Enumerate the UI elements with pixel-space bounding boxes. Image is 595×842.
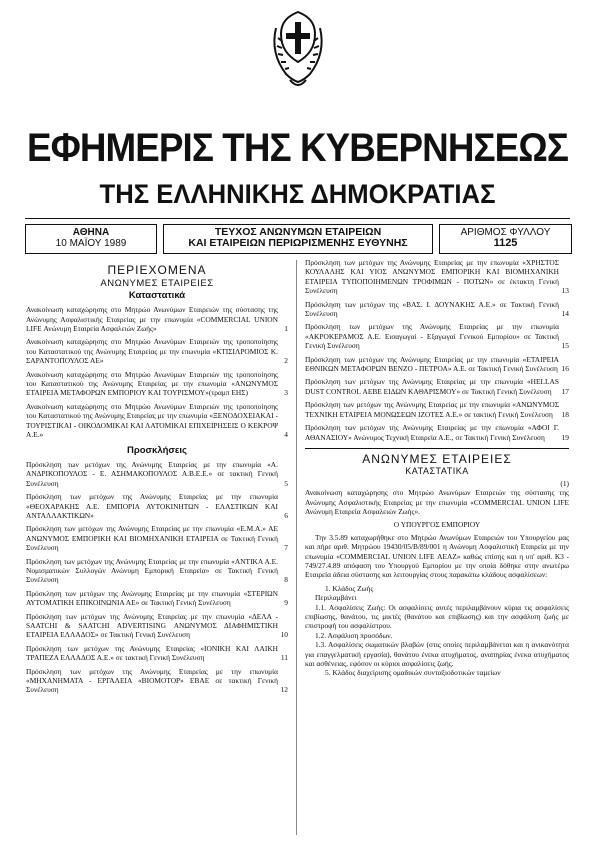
issue-line1: ΤΕΥΧΟΣ ΑΝΩΝΥΜΩΝ ΕΤΑΙΡΕΙΩΝ <box>214 226 382 238</box>
toc-entry-text: Πρόσκληση των μετόχων της Ανώνυμης Εταιρείας με την επωνυμία «Ε.Μ.Α.» ΑΕ ΑΝΩΝΥΜΟΣ ΕΜΠΟΡΙΚΗ ΚΑΙ ΒΙΟΜΗΧΑΝΙΚΗ ΕΤΑΙΡΕΙΑ σε Τακτική Γενική Συνέλευση <box>26 524 278 553</box>
toc-entry-text: Ανακοίνωση καταχώρησης στο Μητρώο Ανωνύμων Εταιρειών της τροποποίησης του Καταστατικού της Ανώνυμης Εταιρείας με την επωνυμία «ΑΝΩΝΥΜΟΣ ΕΤΑΙΡΕΙΑ ΜΕΤΑΦΟΡΩΝ ΕΜΠΟΡΙΟΥ ΚΑΙ ΤΟΥΡΙΣΜΟΥ»(τραμπ ΕΗΣ) <box>26 369 278 398</box>
body-intro: Ανακοίνωση καταχώρησης στο Μητρώο Ανωνύμων Εταιρειών της σύστασης της Ανώνυμης Ασφαλιστικής Εταιρείας με την επωνυμία «COMMERCIAL UNION LIFE Ανώνυμη Εταιρεία Ασφαλειών Ζωής». <box>305 488 569 516</box>
toc-entry-text: Πρόσκληση των μετόχων της Ανώνυμης Εταιρείας με την επωνυμία «ΧΡΗΣΤΟΣ ΚΟΥΛΑΛΗΣ ΚΑΙ ΥΙΟΣ ΑΝΩΝΥΜΟΣ ΕΜΠΟΡΙΚΗ ΚΑΙ ΒΙΟΜΗΧΑΝΙΚΗ ΕΤΑΙΡΕΙΑ ΤΥΠΟΠΟΙΗΜΕΝΩΝ ΤΡΟΦΙΜΩΝ - ΠΟΤΩΝ» σε έκτακτη Γενική Συνέλευση <box>305 258 559 296</box>
right-column <box>305 258 569 678</box>
gazette-subtitle: ΤΗΣ ΕΛΛΗΝΙΚΗΣ ΔΗΜΟΚΡΑΤΙΑΣ <box>99 179 496 209</box>
toc-entry-text: Πρόσκληση των μετόχων της Ανώνυμης Εταιρείας με την επωνυμία «ΕΤΑΙΡΕΙΑ ΕΘΝΙΚΩΝ ΜΕΤΑΦΟΡΩΝ ΒΕΝΖΟ - ΠΕΤΡΟΑ» Α.Ε. σε Τακτική Γενική Συνέλευση <box>305 354 559 374</box>
place-text: ΑΘΗΝΑ <box>72 227 110 238</box>
toc-column <box>26 262 288 699</box>
toc-entry <box>26 557 288 585</box>
toc-list-proskliseis <box>26 460 288 695</box>
body-para1: Την 3.5.89 καταχωρήθηκε στο Μητρώο Ανωνύμων Εταιρειών του Υπουργείου μας και πήρε αριθ. Μητρώου 19430/05/Β/89/001 η Ανώνυμη Ασφαλιστική Εταιρεία με την επωνυμία «COMMERCIAL UNION LIFE ΑΕΑΖ» καθώς επίσης και η υπ' αριθ. Κ3 - 749/27.4.89 απόφαση του Υπουργού Εμπορίου με την οποία δόθηκε στην ανωτέρω Εταιρεία άδεια σύστασης και λειτουργίας στους παρακάτω κλάδους ασφαλίσεων: <box>305 532 569 580</box>
toc-sub2: Προσκλήσεις <box>126 444 187 456</box>
toc-entry-text: Πρόσκληση των μετόχων της Ανώνυμης Εταιρείας με την επωνυμία «ΑΝΤΙΚΑ Α.Ε. Νομισματικών Συλλογών Ανώνυμη Εμπορική Εταιρεία» σε Τακτική Γενική Συνέλευση <box>26 556 278 585</box>
minister-title: Ο ΥΠΟΥΡΓΟΣ ΕΜΠΟΡΙΟΥ <box>393 520 481 530</box>
toc-entry <box>26 589 288 608</box>
toc-entry-page: 11 <box>280 653 288 663</box>
toc-entry-text: Ανακοίνωση καταχώρησης στο Μητρώο Ανωνύμων Εταιρειών της τροποποίησης του Καταστατικού της Ανώνυμης Εταιρείας με την επωνυμία «ΚΤΙΣΙΛΡΟΜΙΟΣ Κ. ΣΑΡΑΝΤΟΠΟΥΛΟΣ ΑΕ» <box>26 337 278 366</box>
toc-entry-page: 6 <box>284 510 288 520</box>
toc-entry-page: 12 <box>280 685 288 695</box>
toc-entry-page: 9 <box>284 598 288 608</box>
toc-entry <box>26 667 288 695</box>
body-line2: Περιλαμβάνει <box>315 593 357 603</box>
toc-entry-page: 2 <box>284 356 288 366</box>
gazette-title: ΕΦΗΜΕΡΙΣ ΤΗΣ ΚΥΒΕΡΝΗΣΕΩΣ <box>26 126 569 170</box>
toc-entry <box>26 305 288 333</box>
toc-entry <box>26 337 288 365</box>
toc-heading: ΠΕΡΙΕΧΟΜΕΝΑ <box>107 263 207 277</box>
issue-line2: ΚΑΙ ΕΤΑΙΡΕΙΩΝ ΠΕΡΙΩΡΙΣΜΕΝΗΣ ΕΥΘΥΝΗΣ <box>188 237 408 249</box>
toc-entry-text: Ανακοίνωση καταχώρησης στο Μητρώο Ανωνύμων Εταιρειών της τροποποίησης του Καταστατικού της Ανώνυμης Εταιρείας με την επωνυμία «ΞΕΝΟΔΟΧΕΙΑΚΑΙ - ΤΟΥΡΙΣΤΙΚΑΙ - ΟΙΚΟΔΟΜΙΚΑΙ ΚΑΙ ΛΑΤΟΜΙΚΑΙ ΕΠΙΧΕΙΡΗΣΕΙΣ Ο ΚΕΚΡΟΨ Α.Ε.» <box>26 401 278 440</box>
toc-entry-text: Πρόσκληση των μετόχων της «ΒΑΣ. Ι. ΔΟΥΝΑΚΗΣ Α.Ε.» σε Τακτική Γενική Συνέλευση <box>305 299 559 319</box>
date-box <box>25 224 157 254</box>
sheet-number: 1125 <box>493 237 518 249</box>
body-line1: 1. Κλάδος Ζωής <box>325 583 374 593</box>
toc-entry-text: Πρόσκληση των μετόχων της Ανώνυμης Εταιρείας με την επωνυμία «HELLAS DUST CONTROL ΑΕΒΕ ΕΙΔΩΝ ΚΑΘΑΡΙΣΜΟΥ» σε Τακτική Γενική Συνέλευση <box>305 377 559 396</box>
toc-entry-text: Πρόσκληση των μετόχων της Ανώνυμης Εταιρείας «ΙΟΝΙΚΗ ΚΑΙ ΛΑΙΚΗ ΤΡΑΠΕΖΑ ΕΛΛΑΔΟΣ Α.Ε.» σε τακτική Γενική Συνέλευση <box>26 643 278 663</box>
toc-entry <box>26 644 288 663</box>
body-line5: 1.3. Ασφαλίσεις σωματικών βλαβών (στις οποίες περιλαμβάνεται και η ανικανότητα για επαγγελματική εργασία), θανάτου ένεκα ατυχήματος, αναπηρίας ένεκα ατυχήματος και ασθένειας, εφόσον οι κύριοι ασφαλίσεις ζωής. <box>305 640 569 669</box>
toc-entry-page: 4 <box>284 430 288 440</box>
toc-entry <box>26 612 288 640</box>
toc-entry-page: 18 <box>561 409 569 419</box>
toc-section: ΑΝΩΝΥΜΕΣ ΕΤΑΙΡΕΙΕΣ <box>100 278 214 290</box>
toc-entry-text: Πρόσκληση των μετόχων της Ανώνυμης Εταιρείας με την επωνυμία «ΑΚΡΟΚΕΡΑΜΟΣ Α.Ε. Εισαγωγαί - Εξαγωγαί Γενικού Εμπορίου» σε Τακτική Γενική Συνέλευση <box>305 322 559 351</box>
body-section: ΑΝΩΝΥΜΕΣ ΕΤΑΙΡΕΙΕΣ <box>362 451 512 466</box>
body-line6: 5. Κλάδος διαχείρισης ομαδικών συνταξιοδοτικών ταμείων <box>325 668 501 678</box>
section-rule <box>305 448 569 449</box>
toc-entry-page: 15 <box>561 341 569 351</box>
toc-entry <box>26 370 288 398</box>
date-text: 10 ΜΑΪΟΥ 1989 <box>55 238 127 249</box>
toc-entry-page: 8 <box>284 575 288 585</box>
toc-entry <box>26 524 288 552</box>
item-number: (1) <box>560 478 569 488</box>
toc-entry <box>305 300 569 319</box>
toc-entry-page: 10 <box>280 630 288 640</box>
issue-box <box>163 224 433 254</box>
header-rule <box>25 218 570 219</box>
toc-entry-text: Πρόσκληση των μετόχων της Ανώνυμης Εταιρείας με την επωνυμία «Α. ΑΝΔΡΙΚΟΠΟΥΛΟΣ - Ε. ΑΣΗΜΑΚΟΠΟΥΛΟΣ Α.Β.Ε.Ε.» σε τακτική Γενική Συνέλευση <box>26 459 278 488</box>
toc-entry-page: 7 <box>284 543 288 553</box>
column-divider <box>296 260 297 835</box>
toc-entry-text: Πρόσκληση των μετόχων της Ανώνυμης Εταιρείας με την επωνυμία «ΜΗΧΑΝΗΜΑΤΑ - ΕΡΓΑΛΕΙΑ «ΒΙΟΜΟΤΟΡ» ΕΒΑΕ σε τακτική Γενική Συνέλευση <box>26 666 278 695</box>
toc-list-kataskatika <box>26 305 288 439</box>
toc-entry <box>305 258 569 296</box>
toc-entry <box>305 400 569 419</box>
toc-entry <box>26 492 288 520</box>
toc-sub1: Καταστατικά <box>128 289 186 301</box>
toc-entry-text: Πρόσκληση των μετόχων της Ανώνυμης Εταιρείας με την επωνυμία «ΔΕΛΑ - SAATCHI & SAATCHI ADVERTISING ΑΝΩΝΥΜΟΣ ΔΙΑΦΗΜΙΣΤΙΚΗ ΕΤΑΙΡΕΙΑ ΕΛΛΑΔΟΣ» σε Τακτική Γενική Συνέλευση <box>26 611 278 640</box>
toc-entry-text: Πρόσκληση των μετόχων της Ανώνυμης Εταιρείας με την επωνυμία «ΑΦΟΙ Γ. ΑΘΑΝΑΣΙΟΥ» Ανώνυμος Τεχνική Εταιρεία Α.Ε., σε Τακτική Γενική Συνέλευση <box>305 423 559 442</box>
toc-entry-text: Πρόσκληση των μετόχων της Ανώνυμης Εταιρείας με την επωνυμία «ΣΤΕΡΙΩΝ ΑΥΤΟΜΑΤΙΚΗ ΕΠΙΚΟΙΝΩΝΙΑ ΑΕ» σε Τακτική Γενική Συνέλευση <box>26 588 278 608</box>
toc-entry-page: 16 <box>561 364 569 374</box>
body-line4: 1.2. Ασφάλιση προσόδων. <box>315 630 393 640</box>
toc-entry-page: 14 <box>561 309 569 319</box>
toc-entry <box>305 355 569 374</box>
toc-entry <box>305 377 569 396</box>
toc-entry-page: 17 <box>561 386 569 396</box>
coat-of-arms-emblem <box>268 8 328 98</box>
toc-entry <box>26 460 288 488</box>
toc-entry-page: 1 <box>284 324 288 334</box>
toc-entry <box>305 322 569 350</box>
toc-list-continued <box>305 258 569 442</box>
toc-entry <box>26 402 288 440</box>
toc-entry <box>305 423 569 442</box>
toc-entry-text: Ανακοίνωση καταχώρησης στο Μητρώο Ανωνύμων Εταιρειών της σύστασης της Ανώνυμης Ασφαλιστικής Εταιρείας με την επωνυμία «COMMERCIAL UNION LIFE Ανώνυμη Εταιρεία Ασφαλειών Ζωής» <box>26 305 278 334</box>
toc-entry-text: Πρόσκληση των μετόχων της Ανώνυμης Εταιρείας με την επωνυμία «ΑΝΩΝΥΜΟΣ ΤΕΧΝΙΚΗ ΕΤΑΙΡΕΙΑ ΜΟΝΩΣΕΩΝ ΙΖΟΤΕΣ Α.Ε.» σε τακτική Γενική Συνέλευση <box>305 400 559 419</box>
toc-entry-page: 3 <box>284 388 288 398</box>
body-sub: ΚΑΤΑΣΤΑΤΙΚΑ <box>405 466 469 477</box>
sheet-label: ΑΡΙΘΜΟΣ ΦΥΛΛΟΥ <box>460 227 551 238</box>
sheet-box <box>439 224 572 254</box>
toc-entry-page: 19 <box>561 432 569 442</box>
body-line3: 1.1. Ασφαλίσεις Ζωής: Οι ασφαλίσεις αυτές περιλαμβάνουν κύρια τις ασφαλίσεις επιβίωσης, θανάτου, τις μικτές (θανάτου και επιβίωσης) και την ασφάλιση ζωής με επιστροφή του ασφαλίστρου. <box>305 602 569 631</box>
toc-entry-page: 13 <box>561 286 569 296</box>
toc-entry-page: 5 <box>284 478 288 488</box>
toc-entry-text: Πρόσκληση των μετόχων της Ανώνυμης Εταιρείας με την επωνυμία «ΘΕΟΧΑΡΑΚΗΣ Α.Ε. ΕΜΠΟΡΙΑ ΑΥΤΟΚΙΝΗΤΩΝ - ΕΛΑΣΤΙΚΩΝ ΚΑΙ ΑΝΤΑΛΛΑΚΤΙΚΩΝ» <box>26 492 278 520</box>
